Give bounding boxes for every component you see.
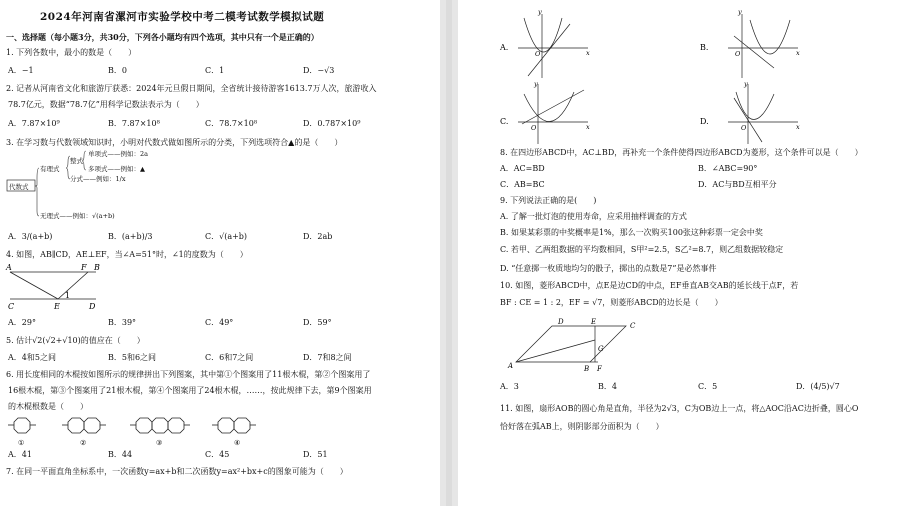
- q5-option-c: C．6和7之间: [205, 353, 254, 362]
- q2-option-a: A．7.87×10⁹: [8, 119, 60, 128]
- q10-label-b: B: [584, 365, 590, 373]
- q8-option-b: B．∠ABC=90°: [698, 164, 758, 173]
- q4-label-e: E: [54, 302, 60, 311]
- q7-d-axis-x: x: [796, 123, 800, 131]
- q7-b-axis-y: y: [738, 8, 742, 16]
- q4-label-f: F: [81, 263, 87, 272]
- q6-caption-2: ②: [80, 439, 87, 447]
- q10-label-f: F: [597, 365, 602, 373]
- q9-option-c: C. 若甲、乙两组数据的平均数相同，S甲²=2.5，S乙²=8.7，则乙组数据较稳定: [500, 245, 784, 254]
- q10-label-e: E: [591, 318, 597, 326]
- q5-option-d: D．7和8之间: [303, 353, 352, 362]
- q3-option-c: C．√(a+b): [205, 232, 248, 241]
- q3-node-integral: 整式: [70, 157, 83, 165]
- q10-option-c: C．5: [698, 382, 718, 391]
- q6-line3: 的木棍根数是（ ）: [8, 402, 88, 411]
- q6-caption-1: ①: [18, 439, 25, 447]
- q7-option-b: B.: [700, 43, 709, 52]
- q3-option-b: B．(a+b)/3: [108, 232, 153, 241]
- q4-option-c: C．49°: [205, 318, 234, 327]
- q9-option-b: B. 如果某彩票的中奖概率是1%，那么一次购买100张这种彩票一定会中奖: [500, 228, 763, 237]
- q4-label-c: C: [8, 302, 15, 311]
- q10-label-a: A: [508, 362, 514, 370]
- q7-a-origin: O: [535, 50, 541, 58]
- q4-option-d: D．59°: [303, 318, 332, 327]
- q7-d-axis-y: y: [744, 80, 748, 88]
- q4-label-a: A: [6, 263, 12, 272]
- q9-stem: 9. 下列说法正确的是( ): [500, 196, 597, 205]
- q10-option-d: D．(4/5)√7: [796, 382, 840, 391]
- page-title: 2024年河南省漯河市实验学校中考二模考试数学模拟试题: [40, 11, 325, 23]
- q7-option-d: D.: [700, 117, 709, 126]
- q7-stem: 7. 在同一平面直角坐标系中，一次函数y=ax+b和二次函数y=ax²+bx+c的图象可能为（ ）: [6, 467, 348, 476]
- q7-c-origin: O: [531, 124, 537, 132]
- q10-line2: BF : CE = 1 : 2，EF = √7，则菱形ABCD的边长是（ ）: [500, 298, 723, 307]
- q4-option-a: A．29°: [8, 318, 36, 327]
- q6-line2: 16根木棍，第③个图案用了21根木棍，第④个图案用了24根木棍，……，按此规律下去，第9个图案用: [8, 386, 372, 395]
- q7-b-origin: O: [735, 50, 741, 58]
- q7-c-axis-x: x: [586, 123, 590, 131]
- q7-option-c: C.: [500, 117, 509, 126]
- q7-option-a: A.: [500, 43, 509, 52]
- q1-option-b: B．0: [108, 66, 127, 75]
- q6-option-c: C．45: [205, 450, 230, 459]
- q7-a-axis-x: x: [586, 49, 590, 57]
- q2-option-b: B．7.87×10⁸: [108, 119, 160, 128]
- q5-stem: 5. 估计√2(√2+√10)的值应在（ ）: [6, 336, 145, 345]
- q3-node-mono: 单项式——例如：2a: [88, 150, 149, 158]
- q2-line2: 78.7亿元，数据“78.7亿”用科学记数法表示为（ ）: [8, 100, 204, 109]
- q3-option-a: A．3/(a+b): [8, 232, 53, 241]
- q6-option-b: B．44: [108, 450, 133, 459]
- q6-line1: 6. 用长度相同的木棍按如图所示的规律拼出下列图案，其中第①个图案用了11根木棍，第②个图案用了: [6, 370, 371, 379]
- q7-c-axis-y: y: [534, 80, 538, 88]
- q11-line2: 恰好落在弧AB上，则阴影部分面积为（ ）: [500, 422, 664, 431]
- q10-label-c: C: [630, 322, 636, 330]
- q4-label-angle1: 1: [65, 291, 71, 300]
- q10-label-g: G: [598, 345, 604, 353]
- q7-a-axis-y: y: [538, 8, 542, 16]
- q4-stem: 4. 如图，AB∥CD，AE⊥EF，当∠A=51°时，∠1的度数为（ ）: [6, 250, 248, 259]
- q5-option-a: A．4和5之间: [8, 353, 56, 362]
- q1-stem: 1. 下列各数中，最小的数是（ ）: [6, 48, 137, 57]
- q10-line1: 10. 如图，菱形ABCD中，点E是边CD的中点，EF垂直AB交AB的延长线于点F，若: [500, 281, 799, 290]
- q10-option-b: B．4: [598, 382, 617, 391]
- q2-option-c: C．78.7×10⁸: [205, 119, 258, 128]
- q4-option-b: B．39°: [108, 318, 137, 327]
- q7-b-axis-x: x: [796, 49, 800, 57]
- q1-option-c: C．1: [205, 66, 225, 75]
- page-right: [458, 0, 900, 506]
- q4-label-d: D: [89, 302, 96, 311]
- page-left: [0, 0, 440, 506]
- q3-node-frac: 分式——例如：1/x: [70, 175, 126, 183]
- q11-line1: 11. 如图，扇形AOB的圆心角是直角，半径为2√3，C为OB边上一点，将△AOC沿AC边折叠，圆心O: [500, 404, 859, 413]
- q9-option-d: D. “任意掷一枚质地均匀的骰子，掷出的点数是7”是必然事件: [500, 264, 717, 273]
- q6-caption-4: ④: [234, 439, 241, 447]
- q2-option-d: D．0.787×10⁹: [303, 119, 361, 128]
- q3-node-poly: 多项式——例如：▲: [88, 165, 145, 173]
- q3-node-root: 代数式: [9, 183, 29, 191]
- q6-caption-3: ③: [156, 439, 163, 447]
- q9-option-a: A. 了解一批灯泡的使用寿命，应采用抽样调查的方式: [500, 212, 687, 221]
- q8-option-c: C．AB=BC: [500, 180, 545, 189]
- page-separator-scrollbar[interactable]: [446, 0, 452, 506]
- q3-option-d: D．2ab: [303, 232, 333, 241]
- q5-option-b: B．5和6之间: [108, 353, 157, 362]
- q8-option-a: A．AC=BD: [500, 164, 545, 173]
- q6-option-a: A．41: [8, 450, 32, 459]
- q4-label-b: B: [94, 263, 100, 272]
- q1-option-d: D．−√3: [303, 66, 335, 75]
- q6-option-d: D．51: [303, 450, 328, 459]
- q1-option-a: A．−1: [8, 66, 34, 75]
- q3-node-rational: 有理式: [40, 165, 60, 173]
- section-heading: 一、选择题（每小题3分，共30分，下列各小题均有四个选项，其中只有一个是正确的）: [6, 32, 319, 42]
- q8-option-d: D．AC与BD互相平分: [698, 180, 777, 189]
- q7-d-origin: O: [741, 124, 747, 132]
- q10-label-d: D: [558, 318, 564, 326]
- q10-option-a: A．3: [500, 382, 519, 391]
- q8-stem: 8. 在四边形ABCD中，AC⊥BD，再补充一个条件使得四边形ABCD为菱形，这个条件可以是（ ）: [500, 148, 863, 157]
- q2-line1: 2. 记者从河南省文化和旅游厅获悉：2024年元旦假日期间，全省统计接待游客1613.7万人次，旅游收入: [6, 84, 377, 93]
- q3-stem: 3. 在学习数与代数领域知识时，小明对代数式做如图所示的分类，下列选项符合▲的是（ ）: [6, 138, 343, 147]
- q3-node-irrational: 无理式——例如：√(a+b): [40, 212, 115, 220]
